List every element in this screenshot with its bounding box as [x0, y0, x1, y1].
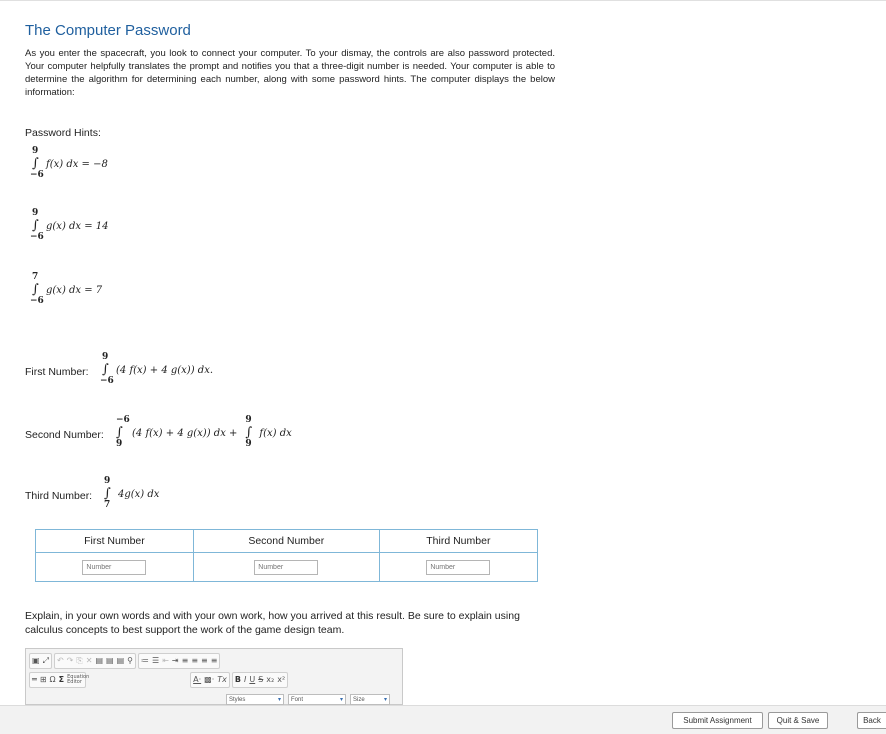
copy-icon[interactable]: ⎘	[76, 655, 83, 665]
third-number-input[interactable]	[426, 560, 490, 575]
footer-bar	[0, 705, 886, 734]
integral-symbol	[100, 352, 114, 388]
size-dropdown[interactable]	[350, 694, 390, 705]
special-character-icon[interactable]: Ω	[49, 674, 56, 684]
cut-icon[interactable]: ✕	[85, 655, 93, 665]
rich-text-editor	[25, 648, 403, 705]
integral-symbol	[30, 272, 44, 308]
integral-sign-icon: ∫	[245, 425, 253, 440]
table-row	[36, 553, 538, 582]
toolbar-group-colors	[190, 672, 230, 688]
align-center-icon[interactable]: ≡	[191, 655, 199, 665]
styles-dropdown[interactable]	[226, 694, 284, 705]
source-icon[interactable]: ▣	[32, 655, 40, 665]
upper-limit: 9	[32, 146, 39, 156]
first-number-input[interactable]	[82, 560, 146, 575]
text-color-icon[interactable]: A·	[193, 674, 202, 684]
integral-symbol	[243, 415, 257, 451]
intro-text: As you enter the spacecraft, you look to connect your computer. To your dismay, the controls are also password protected. Your computer helpfully translates the prompt and notifies you that a three-digit number is needed. Your computer is able to determine the algorithm for determining each number, along with some password hints. The computer displays the below information:	[25, 48, 555, 98]
align-left-icon[interactable]: ≡	[181, 655, 189, 665]
toolbar-group-document	[29, 653, 52, 669]
upper-limit: 9	[245, 415, 252, 425]
paste-text-icon[interactable]: ▤	[106, 655, 114, 665]
column-header-third: Third Number	[379, 530, 537, 553]
italic-icon[interactable]: I	[243, 674, 247, 684]
equation-editor-button[interactable]: Equation Editor	[67, 673, 90, 685]
paste-word-icon[interactable]: ▤	[116, 655, 125, 665]
align-right-icon[interactable]: ≡	[201, 655, 208, 665]
toolbar-group-insert	[29, 672, 90, 688]
chevron-down-icon: ▾	[277, 697, 281, 703]
align-justify-icon[interactable]: ≡	[210, 655, 218, 665]
integral-expression: 4g(x) dx	[118, 488, 160, 500]
hint-integral-1	[30, 146, 108, 182]
second-number-input[interactable]	[254, 560, 318, 575]
hints-label: Password Hints:	[25, 127, 101, 139]
sigma-icon[interactable]: Σ	[58, 674, 65, 684]
toolbar-group-clipboard	[54, 653, 136, 669]
chevron-down-icon: ▾	[383, 697, 387, 703]
maximize-icon[interactable]: ⤢	[42, 655, 49, 665]
integral-expression: g(x) dx = 14	[46, 220, 109, 232]
numbered-list-icon[interactable]: ≔	[141, 655, 150, 665]
second-number-label: Second Number:	[25, 429, 104, 441]
integral-symbol	[102, 476, 116, 512]
integral-symbol	[30, 146, 44, 182]
explain-prompt: Explain, in your own words and with your own work, how you arrived at this result. Be sure to explain using calculus concepts to best support the work of the game design team.	[25, 610, 520, 636]
table-cell	[36, 553, 194, 582]
underline-icon[interactable]: U	[249, 674, 256, 684]
column-header-second: Second Number	[193, 530, 379, 553]
integral-sign-icon: ∫	[116, 425, 123, 440]
size-label: Size	[353, 696, 365, 703]
background-color-icon[interactable]: ▩·	[204, 674, 215, 684]
toolbar-group-basicstyles	[232, 672, 288, 688]
integral-sign-icon: ∫	[104, 486, 111, 501]
hint-integral-2	[30, 208, 109, 244]
answer-table	[35, 529, 538, 582]
integral-sign-icon: ∫	[32, 282, 39, 297]
first-number-label: First Number:	[25, 366, 89, 378]
lower-limit: 7	[104, 500, 111, 510]
third-number-label: Third Number:	[25, 490, 93, 502]
superscript-icon[interactable]: x²	[277, 674, 286, 684]
remove-format-icon[interactable]: Tx	[217, 674, 227, 684]
table-cell	[193, 553, 379, 582]
integral-expression: (4 f(x) + 4 g(x)) dx +	[132, 427, 238, 439]
undo-icon[interactable]: ↶	[56, 655, 64, 665]
lower-limit: −6	[30, 296, 44, 306]
upper-limit: −6	[116, 415, 130, 425]
first-number-integral	[100, 352, 213, 388]
integral-sign-icon: ∫	[32, 156, 39, 171]
prompt-section	[25, 22, 555, 99]
integral-expression: f(x) dx	[259, 427, 292, 439]
find-icon[interactable]: ⚲	[127, 655, 134, 665]
table-cell	[379, 553, 537, 582]
quit-save-button[interactable]: Quit & Save	[768, 712, 828, 729]
lower-limit: −6	[30, 232, 44, 242]
top-divider	[0, 0, 886, 1]
strikethrough-icon[interactable]: S	[258, 674, 264, 684]
second-number-integral	[114, 415, 292, 451]
integral-expression: (4 f(x) + 4 g(x)) dx.	[116, 364, 214, 376]
lower-limit: −6	[30, 170, 44, 180]
upper-limit: 9	[102, 352, 109, 362]
integral-expression: f(x) dx = −8	[46, 158, 108, 170]
table-icon[interactable]: ⊞	[39, 674, 47, 684]
hint-integral-3	[30, 272, 102, 308]
integral-symbol	[30, 208, 44, 244]
integral-sign-icon: ∫	[102, 362, 109, 377]
font-label: Font	[291, 696, 304, 703]
upper-limit: 7	[32, 272, 39, 282]
editor-toolbar-row-1	[29, 653, 220, 668]
indent-icon[interactable]: ⇥	[171, 655, 179, 665]
lower-limit: −6	[100, 376, 114, 386]
paste-icon[interactable]: ▤	[95, 655, 104, 665]
page-title: The Computer Password	[25, 22, 191, 39]
redo-icon[interactable]: ↷	[66, 655, 74, 665]
back-button[interactable]: Back	[857, 712, 886, 729]
lower-limit: 9	[245, 439, 252, 449]
font-dropdown[interactable]	[288, 694, 346, 705]
column-header-first: First Number	[36, 530, 194, 553]
integral-sign-icon: ∫	[32, 218, 39, 233]
third-number-integral	[102, 476, 159, 512]
chevron-down-icon: ▾	[339, 697, 343, 703]
outdent-icon[interactable]: ⇤	[162, 655, 169, 665]
toolbar-group-lists	[138, 653, 220, 669]
bold-icon[interactable]: B	[234, 674, 241, 684]
lower-limit: 9	[116, 439, 123, 449]
bulleted-list-icon[interactable]: ☰	[152, 655, 160, 665]
subscript-icon[interactable]: x₂	[266, 674, 275, 684]
submit-assignment-button[interactable]: Submit Assignment	[672, 712, 763, 729]
upper-limit: 9	[104, 476, 111, 486]
integral-symbol	[114, 415, 130, 451]
table-header-row	[36, 530, 538, 553]
upper-limit: 9	[32, 208, 39, 218]
horizontal-line-icon[interactable]: ═	[32, 674, 37, 684]
integral-expression: g(x) dx = 7	[46, 284, 103, 296]
editor-toolbar-row-2	[29, 672, 288, 687]
styles-label: Styles	[229, 696, 246, 703]
